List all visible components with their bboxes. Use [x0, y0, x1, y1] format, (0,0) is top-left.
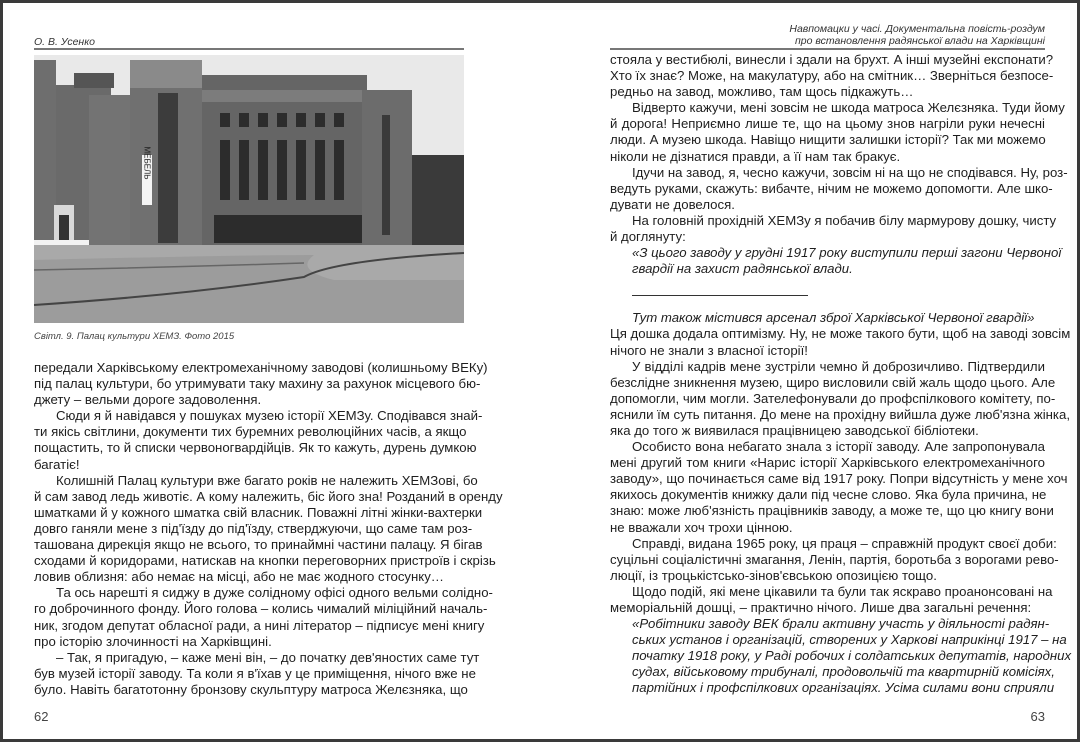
left-body-text — [34, 360, 503, 698]
quote-line: судах, військовому трибуналі, продовольчій та квартирній комісіях, — [632, 664, 1055, 680]
text-line: мені другий том книги «Нарис історії Харківського електромеханічного — [610, 455, 1045, 471]
text-line: передали Харківському електромеханічному заводові (колишньому ВЕКу) — [34, 360, 488, 375]
text-line: й сам завод ледь животіє. А кому належить, біс його зна! Розданий в оренду — [34, 488, 503, 504]
text-line: суцільні соціалістичні змагання, Ленін, партія, боротьба з ворогами рево- — [610, 551, 1059, 567]
plaque-divider — [632, 295, 808, 296]
text-line: Ця дошка додала оптимізму. Ну, не може такого бути, щоб на заводі зовсім — [610, 326, 1071, 342]
header-rule — [34, 48, 464, 50]
text-line: й дорога! Неприємно лише те, що на цьому знов нагріли руки нечесні — [610, 116, 1045, 132]
page-number: 63 — [1030, 709, 1045, 724]
text-line: безслідне зникнення музею, щиро висловили свій жаль щодо цього. Але — [610, 374, 1056, 390]
text-line: під палац культури, бо утримувати таку махину за рахунок місцевого бю- — [34, 376, 481, 392]
text-line: було. Навіть багатотонну бронзову скульптуру матроса Желєзняка, що — [34, 681, 468, 697]
text-line: джету – вельми дороге задоволення. — [34, 392, 262, 408]
quote-line: «Робітники заводу ВЕК брали активну участь у діяльності радян- — [632, 616, 1050, 632]
text-line: ніколи не дізнатися правди, а її нам так бракує. — [610, 148, 901, 164]
page-left — [3, 3, 540, 739]
text-line: ловив облизня: або немає на місці, або не має жодного стосунку… — [34, 569, 444, 585]
running-head-line: про встановлення радянської влади на Харківщині — [795, 35, 1045, 47]
text-line: яснили їм суть питання. До мене на прохідну вийшла дуже люб'язна жінка, — [610, 406, 1070, 422]
plaque-line: гвардії на захист радянської влади. — [632, 261, 853, 277]
book-spread — [3, 3, 1077, 739]
page-number: 62 — [34, 709, 49, 724]
page-right — [540, 3, 1077, 739]
text-line: ник, згодом депутат обласної ради, а нині літератор – підписує мені книгу — [34, 617, 485, 633]
text-line: знаю: може люб'язність працівників заводу, а може те, що цю книгу вони — [610, 503, 1054, 519]
text-line: На головній прохідній ХЕМЗу я побачив білу мармурову дошку, чисту — [632, 212, 1057, 228]
text-line: був музей історії заводу. Та коли я в'їхав у це приміщення, нічого вже не — [34, 665, 476, 681]
quote-line: початку 1918 року, у Раді робочих і солдатських депутатів, народних — [632, 648, 1072, 664]
text-line: пощастить, то й списки червоногвардійців. Як то кажуть, дурень думкою — [34, 440, 477, 456]
text-line: заводу», що починається саме від 1917 року. Попри відсутність у мене хоч — [610, 471, 1068, 487]
text-line: й доглянуту: — [610, 229, 686, 245]
text-line: допомогли, чим могли. Зателефонували до профспілкового комітету, по- — [610, 390, 1056, 406]
photo-sign-text: МЕБЕЛЬ — [142, 146, 152, 180]
text-line: Ідучи на завод, я, чесно кажучи, зовсім ні на що не сподівався. Ну, роз- — [632, 164, 1068, 180]
plaque-line: «З цього заводу у грудні 1917 року виступили перші загони Червоної — [632, 245, 1062, 261]
text-line: У відділі кадрів мене зустріли чемно й доброзичливо. Підтвердили — [632, 358, 1045, 374]
text-line: дувати не довелося. — [610, 196, 735, 212]
text-line: го доброчинного фонду. Його голова – колись чималий міліційний началь- — [34, 601, 488, 617]
text-line: Справді, видана 1965 року, ця праця – справжній продукт своєї доби: — [632, 535, 1057, 551]
text-line: стояла у вестибюлі, винесли і здали на брухт. А інші музейні експонати? — [610, 52, 1054, 67]
text-line: Щодо подій, які мене цікавили та були так яскраво проанонсовані на — [632, 583, 1053, 599]
text-line: Колишній Палац культури вже багато років не належить ХЕМЗові, бо — [56, 472, 478, 488]
text-line: нічого не знали з власної історії! — [610, 342, 808, 358]
text-line: багатіє! — [34, 456, 80, 472]
photo-caption: Світл. 9. Палац культури ХЕМЗ. Фото 2015 — [34, 331, 235, 342]
text-line: яка до того ж виявилася працівницею заводської бібліотеки. — [610, 422, 979, 438]
text-line: ташована дирекція якщо не всього, то принаймні частини палацу. Я бігав — [34, 537, 483, 553]
right-body-text — [610, 52, 1072, 697]
header-rule — [610, 48, 1045, 50]
text-line: ведуть руками, скажуть: вибачте, нічим не можемо допомогти. Але шко- — [610, 180, 1053, 196]
text-line: – Так, я пригадую, – каже мені він, – до початку дев'яностих саме тут — [56, 649, 480, 665]
text-line: довго ганяли мене з під'їзду до під'їзду, стверджуючи, що саме там роз- — [34, 520, 473, 536]
text-line: якихось документів книжку дали під чесне слово. Яка була причина, не — [610, 487, 1047, 503]
text-line: люції, із троцькістсько-зінов'євською опозицією тощо. — [610, 567, 937, 583]
text-line: Особисто вона небагато знала з історії заводу. Але запропонувала — [632, 439, 1045, 455]
running-head-title — [789, 23, 1045, 47]
quote-line: ських установ і організацій, створених у Харкові наприкінці 1917 – на — [632, 632, 1067, 648]
text-line: не вважали хоч трохи цінною. — [610, 519, 793, 535]
photo-palace-of-culture — [34, 55, 464, 323]
running-head-line: Навпомацки у часі. Документальна повість-роздум — [789, 23, 1045, 35]
text-line: ти якісь світлини, документи тих буремних революційних часів, а якщо — [34, 424, 467, 440]
text-line: про історію злочинності на Харківщині. — [34, 633, 272, 649]
running-head-author: О. В. Усенко — [34, 36, 95, 48]
text-line: Хто їх знає? Може, на макулатуру, або на смітник… Зверніться безпосе- — [610, 68, 1054, 84]
text-line: люди. А музею шкода. Навіщо нищити залишки історії? Так ми можемо — [610, 132, 1046, 148]
text-line: шматками й у кожного шматка свій власник. Поважні літні жінки-вахтерки — [34, 504, 483, 520]
text-line: Відверто кажучи, мені зовсім не шкода матроса Желєзняка. Туди йому — [632, 100, 1065, 116]
quote-line: партійних і профспілкових організаціях. Усіма силами вони сприяли — [632, 680, 1055, 696]
text-line: редньо на завод, можливо, там щось підкажуть… — [610, 84, 914, 100]
text-line: Сюди я й навідався у пошуках музею історії ХЕМЗу. Сподівався знай- — [56, 408, 483, 424]
plaque-line: Тут також містився арсенал зброї Харківської Червоної гвардії» — [632, 310, 1035, 326]
text-line: Та ось нарешті я сиджу в дуже солідному офісі одного вельми солідно- — [56, 585, 493, 601]
text-line: меморіальній дошці, – практично нічого. Лише два загальні речення: — [610, 600, 1032, 615]
text-line: сходами й коридорами, натискав на кнопки переговорних пристроїв і скрізь — [34, 553, 496, 569]
